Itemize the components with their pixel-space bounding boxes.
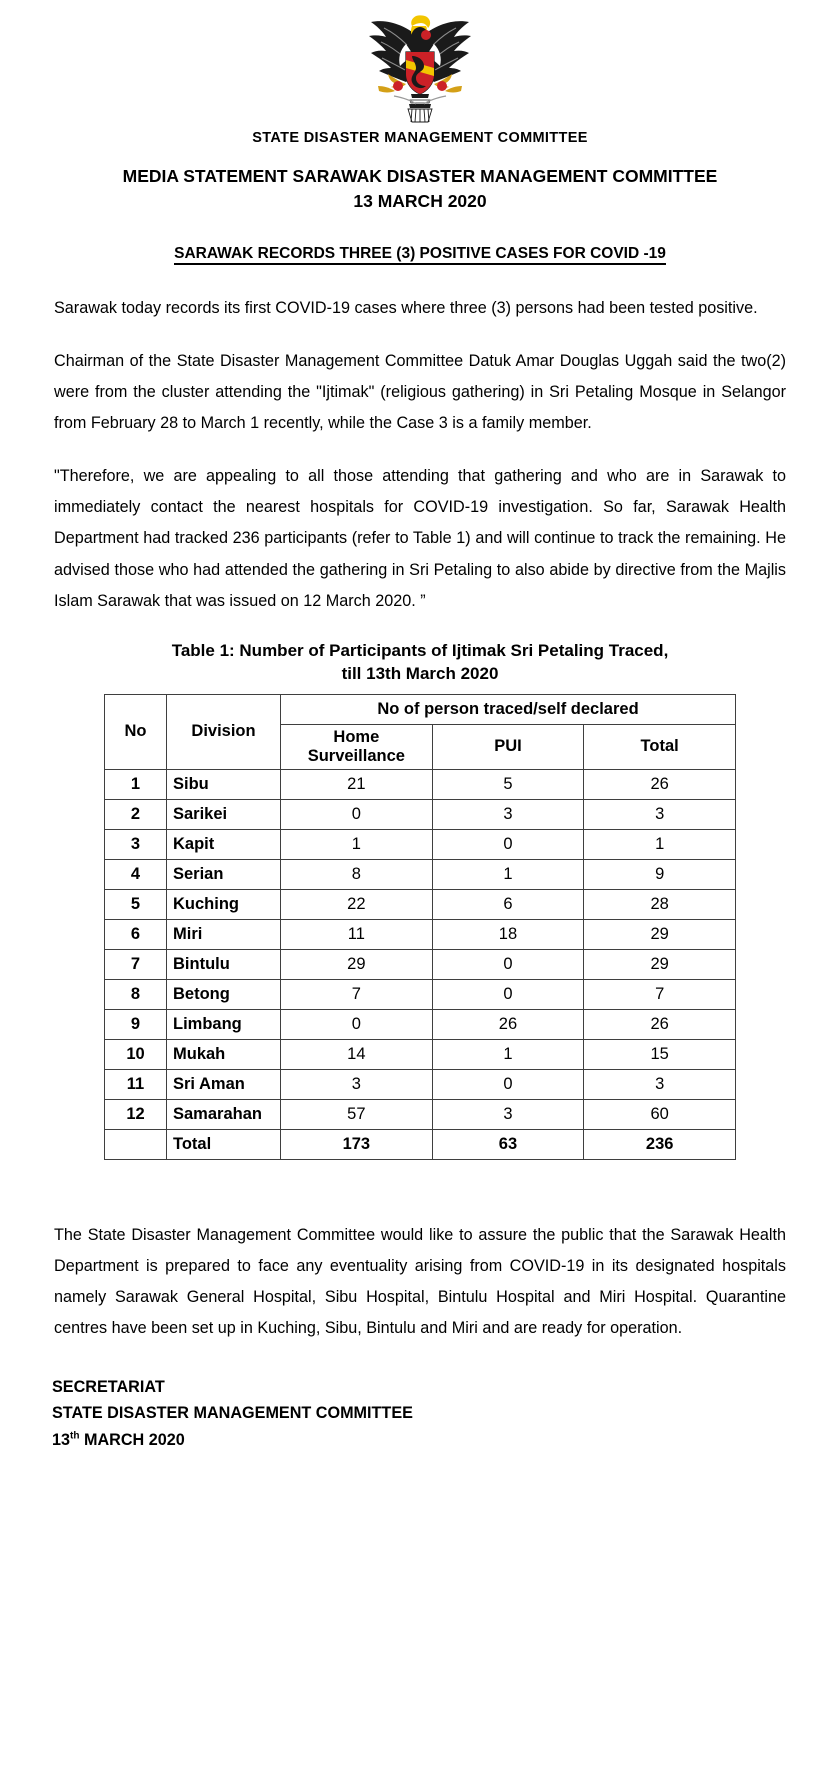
header-total: Total <box>584 724 736 769</box>
sarawak-coat-of-arms-icon <box>354 8 486 124</box>
media-statement-heading <box>52 164 788 215</box>
cell-pui: 0 <box>432 1069 584 1099</box>
table-caption-line2: till 13th March 2020 <box>341 664 499 684</box>
signature-date-ordinal: th <box>70 1430 80 1442</box>
media-statement-date: 13 MARCH 2020 <box>353 191 487 212</box>
table-row <box>105 1009 736 1039</box>
cell-total-total: 236 <box>584 1129 736 1159</box>
paragraph-1: Sarawak today records its first COVID-19 cases where three (3) persons had been tested positive. <box>54 298 758 317</box>
cell-total-no <box>105 1129 167 1159</box>
participants-table <box>104 694 736 1160</box>
table-row <box>105 949 736 979</box>
table-row <box>105 859 736 889</box>
page-title-text: SARAWAK RECORDS THREE (3) POSITIVE CASES FOR COVID -19 <box>174 245 666 265</box>
header-division: Division <box>167 694 281 769</box>
table-caption <box>52 639 788 686</box>
cell-pui: 0 <box>432 979 584 1009</box>
table-total-row <box>105 1129 736 1159</box>
cell-no: 5 <box>105 889 167 919</box>
cell-pui: 26 <box>432 1009 584 1039</box>
header-home-surveillance: Home Surveillance <box>281 724 433 769</box>
cell-no: 7 <box>105 949 167 979</box>
cell-no: 8 <box>105 979 167 1009</box>
cell-division: Betong <box>167 979 281 1009</box>
table-header-row-1 <box>105 694 736 724</box>
table-row <box>105 889 736 919</box>
cell-division: Samarahan <box>167 1099 281 1129</box>
cell-pui: 1 <box>432 859 584 889</box>
cell-total: 29 <box>584 919 736 949</box>
cell-division: Serian <box>167 859 281 889</box>
cell-home-surveillance: 3 <box>281 1069 433 1099</box>
header-group-traced: No of person traced/self declared <box>281 694 736 724</box>
header-no: No <box>105 694 167 769</box>
signature-committee: STATE DISASTER MANAGEMENT COMMITTEE <box>52 1404 413 1423</box>
table-head <box>105 694 736 769</box>
cell-division: Sibu <box>167 769 281 799</box>
cell-division: Miri <box>167 919 281 949</box>
table-row <box>105 829 736 859</box>
cell-no: 12 <box>105 1099 167 1129</box>
cell-pui: 18 <box>432 919 584 949</box>
cell-division: Sarikei <box>167 799 281 829</box>
cell-home-surveillance: 14 <box>281 1039 433 1069</box>
paragraph-3: "Therefore, we are appealing to all those attending that gathering and who are in Sarawak to immediately contact the nearest hospitals for COVID-19 investigation. So far, Sarawak Health Department had tracked 236 participants (refer to Table 1) and will continue to track the remaining. He advised those who had attended the gathering in Sri Petaling to also abide by directive from the Majlis Islam Sarawak that was issued on 12 March 2020. ” <box>54 467 786 610</box>
cell-division: Limbang <box>167 1009 281 1039</box>
cell-home-surveillance: 57 <box>281 1099 433 1129</box>
header-pui: PUI <box>432 724 584 769</box>
cell-no: 9 <box>105 1009 167 1039</box>
cell-division: Kapit <box>167 829 281 859</box>
cell-total: 29 <box>584 949 736 979</box>
cell-pui: 3 <box>432 1099 584 1129</box>
cell-home-surveillance: 1 <box>281 829 433 859</box>
paragraph-2: Chairman of the State Disaster Management Committee Datuk Amar Douglas Uggah said the two(2) were from the cluster attending the "Ijtimak" (religious gathering) in Sri Petaling Mosque in Selangor from February 28 to March 1 recently, while the Case 3 is a family member. <box>54 351 786 433</box>
cell-no: 3 <box>105 829 167 859</box>
cell-home-surveillance: 29 <box>281 949 433 979</box>
cell-no: 2 <box>105 799 167 829</box>
table-row <box>105 1099 736 1129</box>
table-row <box>105 769 736 799</box>
cell-total: 3 <box>584 799 736 829</box>
cell-total: 3 <box>584 1069 736 1099</box>
cell-pui: 6 <box>432 889 584 919</box>
cell-total: 60 <box>584 1099 736 1129</box>
signature-date-rest: MARCH 2020 <box>79 1430 185 1449</box>
table-body <box>105 769 736 1159</box>
cell-total-home: 173 <box>281 1129 433 1159</box>
signature-date <box>52 1427 788 1453</box>
cell-pui: 0 <box>432 949 584 979</box>
cell-pui: 1 <box>432 1039 584 1069</box>
cell-division: Bintulu <box>167 949 281 979</box>
cell-home-surveillance: 11 <box>281 919 433 949</box>
table-row <box>105 979 736 1009</box>
cell-division: Sri Aman <box>167 1069 281 1099</box>
cell-division: Mukah <box>167 1039 281 1069</box>
table-row <box>105 919 736 949</box>
table-row <box>105 1069 736 1099</box>
signature-date-day: 13 <box>52 1430 71 1449</box>
cell-home-surveillance: 0 <box>281 1009 433 1039</box>
cell-pui: 3 <box>432 799 584 829</box>
cell-home-surveillance: 7 <box>281 979 433 1009</box>
cell-total-label: Total <box>167 1129 281 1159</box>
signature-secretariat: SECRETARIAT <box>52 1378 165 1397</box>
committee-heading: STATE DISASTER MANAGEMENT COMMITTEE <box>252 130 588 146</box>
media-statement-line1: MEDIA STATEMENT SARAWAK DISASTER MANAGEMENT COMMITTEE <box>122 166 718 186</box>
cell-division: Kuching <box>167 889 281 919</box>
cell-no: 11 <box>105 1069 167 1099</box>
paragraph-4: The State Disaster Management Committee would like to assure the public that the Sarawak Health Department is prepared to face any eventuality arising from COVID-19 in its designated hospitals namely Sarawak General Hospital, Sibu Hospital, Bintulu Hospital and Miri Hospital. Quarantine centres have been set up in Kuching, Sibu, Bintulu and Miri and are ready for operation. <box>54 1225 786 1337</box>
cell-total-pui: 63 <box>432 1129 584 1159</box>
cell-home-surveillance: 22 <box>281 889 433 919</box>
cell-total: 15 <box>584 1039 736 1069</box>
cell-pui: 0 <box>432 829 584 859</box>
cell-total: 1 <box>584 829 736 859</box>
table-row <box>105 799 736 829</box>
cell-home-surveillance: 8 <box>281 859 433 889</box>
cell-no: 1 <box>105 769 167 799</box>
cell-no: 10 <box>105 1039 167 1069</box>
cell-home-surveillance: 21 <box>281 769 433 799</box>
cell-no: 4 <box>105 859 167 889</box>
signature-block <box>52 1374 788 1453</box>
cell-total: 7 <box>584 979 736 1009</box>
cell-total: 26 <box>584 769 736 799</box>
cell-pui: 5 <box>432 769 584 799</box>
cell-home-surveillance: 0 <box>281 799 433 829</box>
table-caption-line1: Table 1: Number of Participants of Ijtimak Sri Petaling Traced, <box>171 640 669 660</box>
cell-total: 9 <box>584 859 736 889</box>
cell-total: 26 <box>584 1009 736 1039</box>
cell-no: 6 <box>105 919 167 949</box>
page-title <box>52 245 788 263</box>
table-row <box>105 1039 736 1069</box>
cell-total: 28 <box>584 889 736 919</box>
crest-container <box>52 8 788 126</box>
